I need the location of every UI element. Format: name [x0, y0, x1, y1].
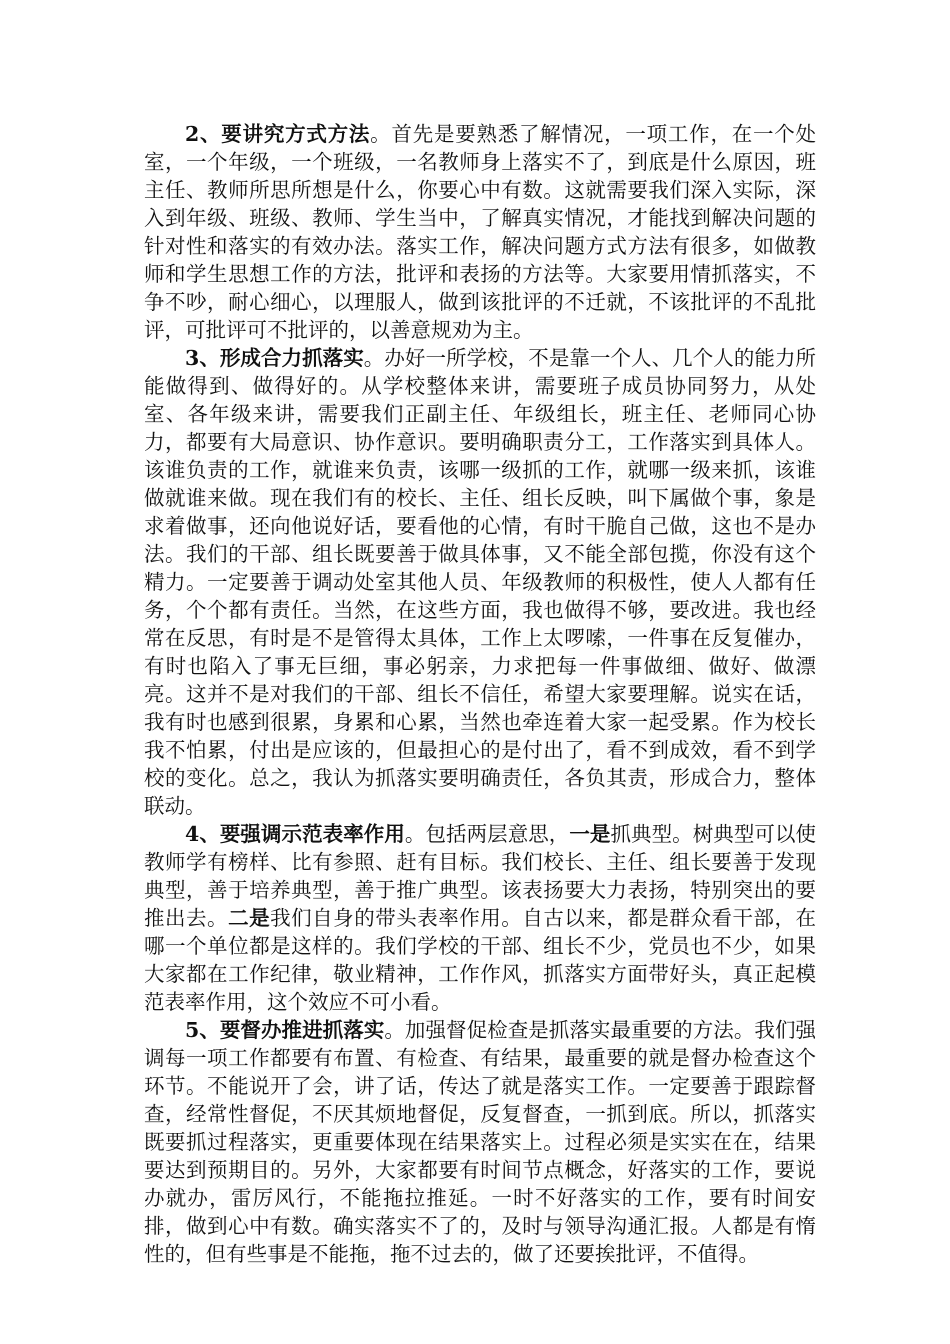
paragraph-body: 。加强督促检查是抓落实最重要的方法。我们强调每一项工作都要有布置、有检查、有结果，最重要的就是督办检查这个环节。不能说开了会，讲了话，传达了就是落实工作。一定要善于跟踪督查，经常性督促，不厌其烦地督促，反复督查，一抓到底。所以，抓落实既要抓过程落实，更重要体现在结果落实上。过程必须是实实在在，结果要达到预期目的。另外，大家都要有时间节点概念，好落实的工作，要说办就办，雷厉风行，不能拖拉推延。一时不好落实的工作，要有时间安排，做到心中有数。确实落实不了的，及时与领导沟通汇报。人都是有惰性的，但有些事是不能拖，拖不过去的，做了还要挨批评，不值得。	[144, 1018, 816, 1266]
paragraph-body: 。办好一所学校，不是靠一个人、几个人的能力所能做得到、做得好的。从学校整体来讲，需要班子成员协同努力，从处室、各年级来讲，需要我们正副主任、年级组长，班主任、老师同心协力，都要有大局意识、协作意识。要明确职责分工，工作落实到具体人。该谁负责的工作，就谁来负责，该哪一级抓的工作，就哪一级来抓，该谁做就谁来做。现在我们有的校长、主任、组长反映，叫下属做个事，象是求着做事，还向他说好话，要看他的心情，有时干脆自己做，这也不是办法。我们的干部、组长既要善于做具体事，又不能全部包揽，你没有这个精力。一定要善于调动处室其他人员、年级教师的积极性，使人人都有任务，个个都有责任。当然，在这些方面，我也做得不够，要改进。我也经常在反思，有时是不是管得太具体，工作上太啰嗦，一件事在反复催办，有时也陷入了事无巨细，事必躬亲，力求把每一件事做细、做好、做漂亮。这并不是对我们的干部、组长不信任，希望大家要理解。说实在话，我有时也感到很累，身累和心累，当然也牵连着大家一起受累。作为校长我不怕累，付出是应该的，但最担心的是付出了，看不到成效，看不到学校的变化。总之，我认为抓落实要明确责任，各负其责，形成合力，整体联动。	[144, 346, 817, 818]
paragraph-body: 。首先是要熟悉了解情况，一项工作，在一个处室，一个年级，一个班级，一名教师身上落实不了，到底是什么原因，班主任、教师所思所想是什么，你要心中有数。这就需要我们深入实际，深入到年级、班级、教师、学生当中，了解真实情况，才能找到解决问题的针对性和落实的有效办法。落实工作，解决问题方式方法有很多，如做教师和学生思想工作的方法，批评和表扬的方法等。大家要用情抓落实，不争不吵，耐心细心，以理服人，做到该批评的不迁就，不该批评的不乱批评，可批评可不批评的，以善意规劝为主。	[144, 122, 817, 342]
paragraph-body-part: 。包括两层意思，	[404, 822, 570, 846]
paragraph-role-model	[144, 820, 816, 1016]
paragraph-supervision	[144, 1016, 816, 1268]
paragraph-joint-force	[144, 344, 816, 820]
paragraph-heading: 2、要讲究方式方法	[185, 122, 371, 146]
paragraph-heading: 4、要强调示范表率作用	[185, 822, 405, 846]
emphasis-second: 二是	[228, 906, 271, 930]
emphasis-first: 一是	[569, 822, 611, 846]
paragraph-heading: 5、要督办推进抓落实	[185, 1018, 385, 1042]
paragraph-method	[144, 120, 816, 344]
paragraph-heading: 3、形成合力抓落实	[185, 346, 364, 370]
paragraph-body-part: 抓典型。树典型可以使教师学有榜样、比有参照、赶有目标。我们校长、主任、组长要善于发现典型，善于培养典型，善于推广典型。该表扬要大力表扬，特别突出的要推出去。	[144, 822, 817, 930]
document-page	[144, 120, 816, 1268]
paragraph-body-part: 我们自身的带头表率作用。自古以来，都是群众看干部，在哪一个单位都是这样的。我们学校的干部、组长不少，党员也不少，如果大家都在工作纪律，敬业精神，工作作风，抓落实方面带好头，真正起模范表率作用，这个效应不可小看。	[144, 906, 817, 1014]
